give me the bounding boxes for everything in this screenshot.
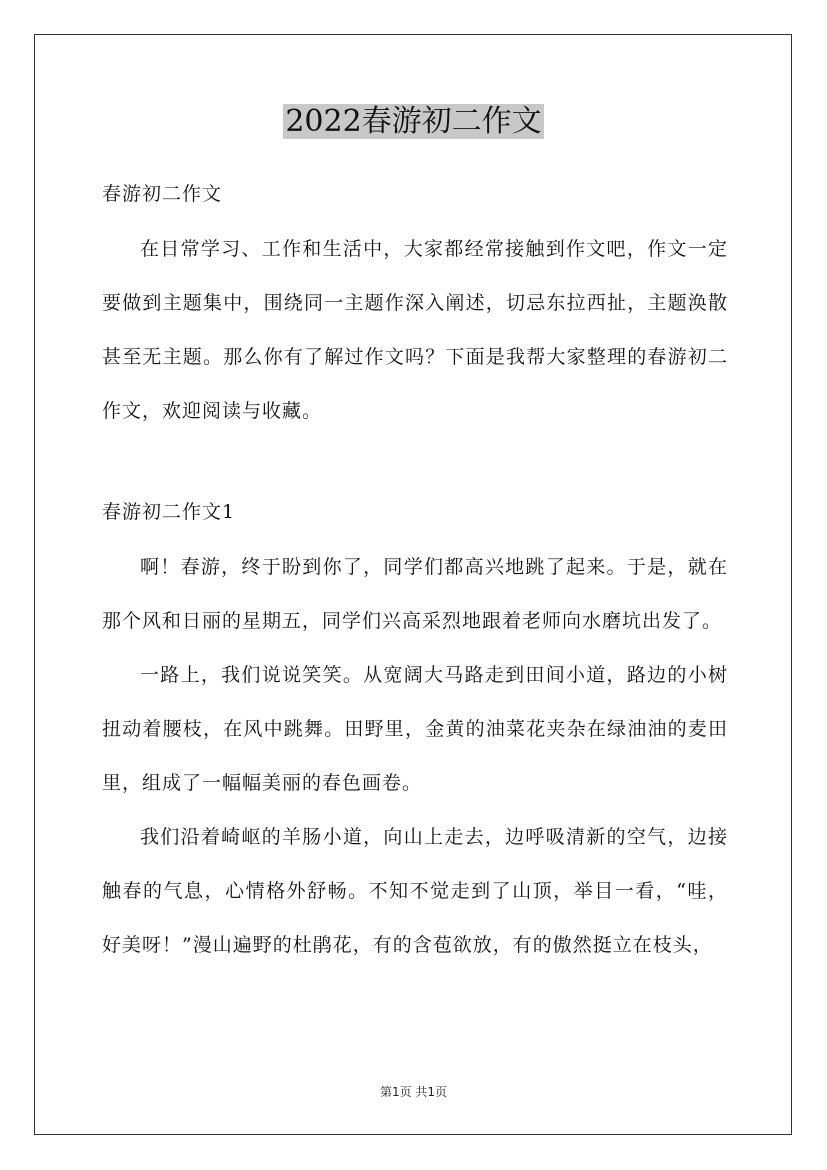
essay-heading: 春游初二作文1: [102, 501, 236, 523]
document-body: [102, 172, 728, 972]
intro-paragraph: 在日常学习、工作和生活中，大家都经常接触到作文吧，作文一定要做到主题集中，围绕同一主题作深入阐述，切忌东拉西扯，主题涣散甚至无主题。那么你有了解过作文吗？下面是我帮大家整理的春游初二作文，欢迎阅读与收藏。: [102, 238, 728, 422]
section-heading: 春游初二作文: [102, 183, 223, 205]
document-title-text: 2022春游初二作文: [285, 104, 542, 139]
essay-paragraph: 啊！春游，终于盼到你了，同学们都高兴地跳了起来。于是，就在那个风和日丽的星期五，同学们兴高采烈地跟着老师向水磨坑出发了。: [102, 556, 728, 632]
spacer: [102, 438, 728, 490]
page-number: 第1页 共1页: [379, 1085, 448, 1099]
document-title: [0, 100, 827, 144]
essay-paragraph: 一路上，我们说说笑笑。从宽阔大马路走到田间小道，路边的小树扭动着腰枝，在风中跳舞。田野里，金黄的油菜花夹杂在绿油油的麦田里，组成了一幅幅美丽的春色画卷。: [102, 664, 728, 794]
essay-paragraph: 我们沿着崎岖的羊肠小道，向山上走去，边呼吸清新的空气，边接触春的气息，心情格外舒畅。不知不觉走到了山顶，举目一看，“哇，好美呀！”漫山遍野的杜鹃花，有的含苞欲放，有的傲然挺立在枝头，: [102, 826, 728, 956]
page-footer: [0, 1083, 827, 1100]
